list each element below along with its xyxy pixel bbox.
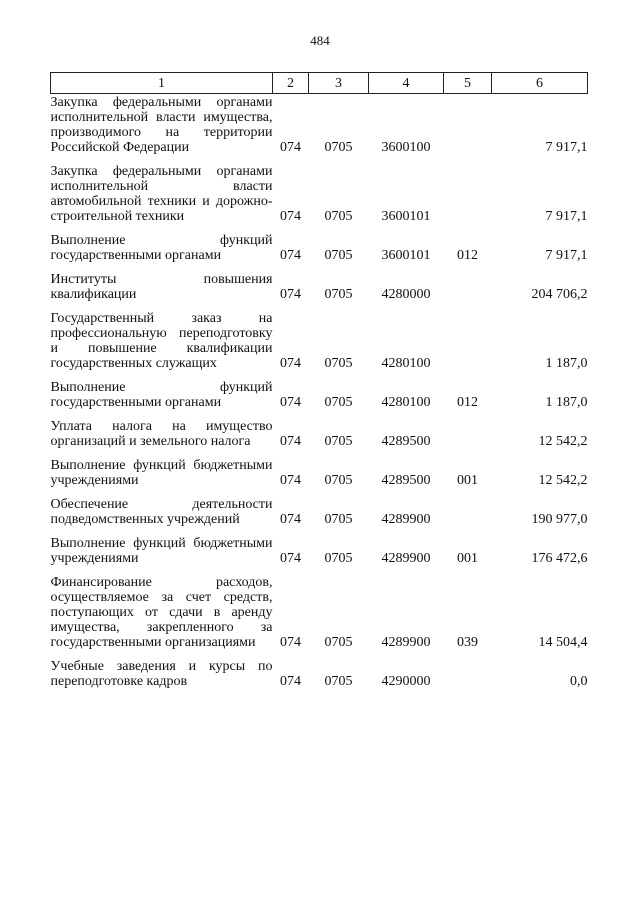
table-row xyxy=(51,566,588,650)
row-amount: 190 977,0 xyxy=(531,512,588,527)
row-col-5: 039 xyxy=(457,635,478,650)
row-col-2: 074 xyxy=(280,356,301,371)
row-col-4: 4290000 xyxy=(381,674,431,689)
row-name: Учебные заведения и курсы по переподготовке кадров xyxy=(50,659,273,689)
row-col-3: 0705 xyxy=(324,248,353,263)
row-col-3: 0705 xyxy=(324,140,353,155)
row-col-2: 074 xyxy=(280,635,301,650)
header-col-2: 2 xyxy=(273,73,309,94)
row-col-5: 001 xyxy=(457,473,478,488)
row-name: Выполнение функций государственными органами xyxy=(50,380,273,410)
row-col-2: 074 xyxy=(280,209,301,224)
row-col-5 xyxy=(444,302,492,371)
table-body xyxy=(51,94,588,690)
row-amount: 1 187,0 xyxy=(545,395,588,410)
row-name: Институты повышения квалификации xyxy=(50,272,273,302)
table-row xyxy=(51,449,588,488)
row-col-3: 0705 xyxy=(324,356,353,371)
header-row xyxy=(51,73,588,94)
table-row xyxy=(51,224,588,263)
header-col-3: 3 xyxy=(309,73,369,94)
row-amount: 1 187,0 xyxy=(545,356,588,371)
row-col-4: 4289900 xyxy=(381,635,431,650)
row-name: Закупка федеральными органами исполнительной власти автомобильной техники и дорожно-строительной техники xyxy=(50,164,273,224)
header-col-1: 1 xyxy=(51,73,273,94)
row-col-5 xyxy=(444,94,492,156)
table-row xyxy=(51,488,588,527)
row-col-4: 4289900 xyxy=(381,551,431,566)
row-col-2: 074 xyxy=(280,434,301,449)
row-name: Государственный заказ на профессиональную переподготовку и повышение квалификации государственных служащих xyxy=(50,311,273,371)
row-col-4: 4289500 xyxy=(381,434,431,449)
row-name: Закупка федеральными органами исполнительной власти имущества, производимого на территории Российской Федерации xyxy=(50,95,273,155)
row-amount: 176 472,6 xyxy=(531,551,588,566)
row-col-2: 074 xyxy=(280,512,301,527)
table-header xyxy=(51,73,588,94)
table-row xyxy=(51,650,588,689)
row-col-2: 074 xyxy=(280,674,301,689)
row-col-3: 0705 xyxy=(324,635,353,650)
row-col-3: 0705 xyxy=(324,551,353,566)
row-amount: 204 706,2 xyxy=(531,287,588,302)
header-col-5: 5 xyxy=(444,73,492,94)
row-col-4: 3600101 xyxy=(381,209,431,224)
row-col-3: 0705 xyxy=(324,395,353,410)
table-row xyxy=(51,371,588,410)
row-col-3: 0705 xyxy=(324,434,353,449)
row-col-5 xyxy=(444,263,492,302)
row-col-4: 4280100 xyxy=(381,395,431,410)
table-row xyxy=(51,302,588,371)
row-col-2: 074 xyxy=(280,551,301,566)
row-col-3: 0705 xyxy=(324,512,353,527)
row-name: Выполнение функций бюджетными учреждениями xyxy=(50,536,273,566)
table-row xyxy=(51,410,588,449)
row-col-3: 0705 xyxy=(324,473,353,488)
row-amount: 12 542,2 xyxy=(538,434,588,449)
row-amount: 0,0 xyxy=(570,674,588,689)
row-col-4: 3600101 xyxy=(381,248,431,263)
row-col-3: 0705 xyxy=(324,674,353,689)
row-amount: 12 542,2 xyxy=(538,473,588,488)
header-col-6: 6 xyxy=(492,73,588,94)
row-col-4: 4280100 xyxy=(381,356,431,371)
row-col-4: 4289900 xyxy=(381,512,431,527)
table-row xyxy=(51,527,588,566)
row-col-5: 012 xyxy=(457,395,478,410)
row-amount: 7 917,1 xyxy=(545,209,588,224)
row-name: Обеспечение деятельности подведомственных учреждений xyxy=(50,497,273,527)
row-col-2: 074 xyxy=(280,287,301,302)
row-col-5 xyxy=(444,650,492,689)
row-col-5 xyxy=(444,488,492,527)
row-col-2: 074 xyxy=(280,473,301,488)
row-name: Финансирование расходов, осуществляемое за счет средств, поступающих от сдачи в аренду имущества, закрепленного за государственными организациями xyxy=(50,575,273,650)
row-name: Выполнение функций государственными органами xyxy=(50,233,273,263)
row-col-4: 4280000 xyxy=(381,287,431,302)
row-col-2: 074 xyxy=(280,140,301,155)
row-amount: 14 504,4 xyxy=(538,635,588,650)
row-col-4: 4289500 xyxy=(381,473,431,488)
row-name: Выполнение функций бюджетными учреждениями xyxy=(50,458,273,488)
row-col-5 xyxy=(444,155,492,224)
header-col-4: 4 xyxy=(369,73,444,94)
row-col-5: 012 xyxy=(457,248,478,263)
row-col-2: 074 xyxy=(280,395,301,410)
row-col-4: 3600100 xyxy=(381,140,431,155)
row-amount: 7 917,1 xyxy=(545,140,588,155)
table-row xyxy=(51,263,588,302)
row-col-3: 0705 xyxy=(324,287,353,302)
budget-table xyxy=(50,72,588,689)
row-col-3: 0705 xyxy=(324,209,353,224)
table-row xyxy=(51,94,588,156)
row-col-5: 001 xyxy=(457,551,478,566)
table-row xyxy=(51,155,588,224)
row-col-2: 074 xyxy=(280,248,301,263)
row-name: Уплата налога на имущество организаций и земельного налога xyxy=(50,419,273,449)
row-amount: 7 917,1 xyxy=(545,248,588,263)
page-number: 484 xyxy=(310,33,330,48)
row-col-5 xyxy=(444,410,492,449)
